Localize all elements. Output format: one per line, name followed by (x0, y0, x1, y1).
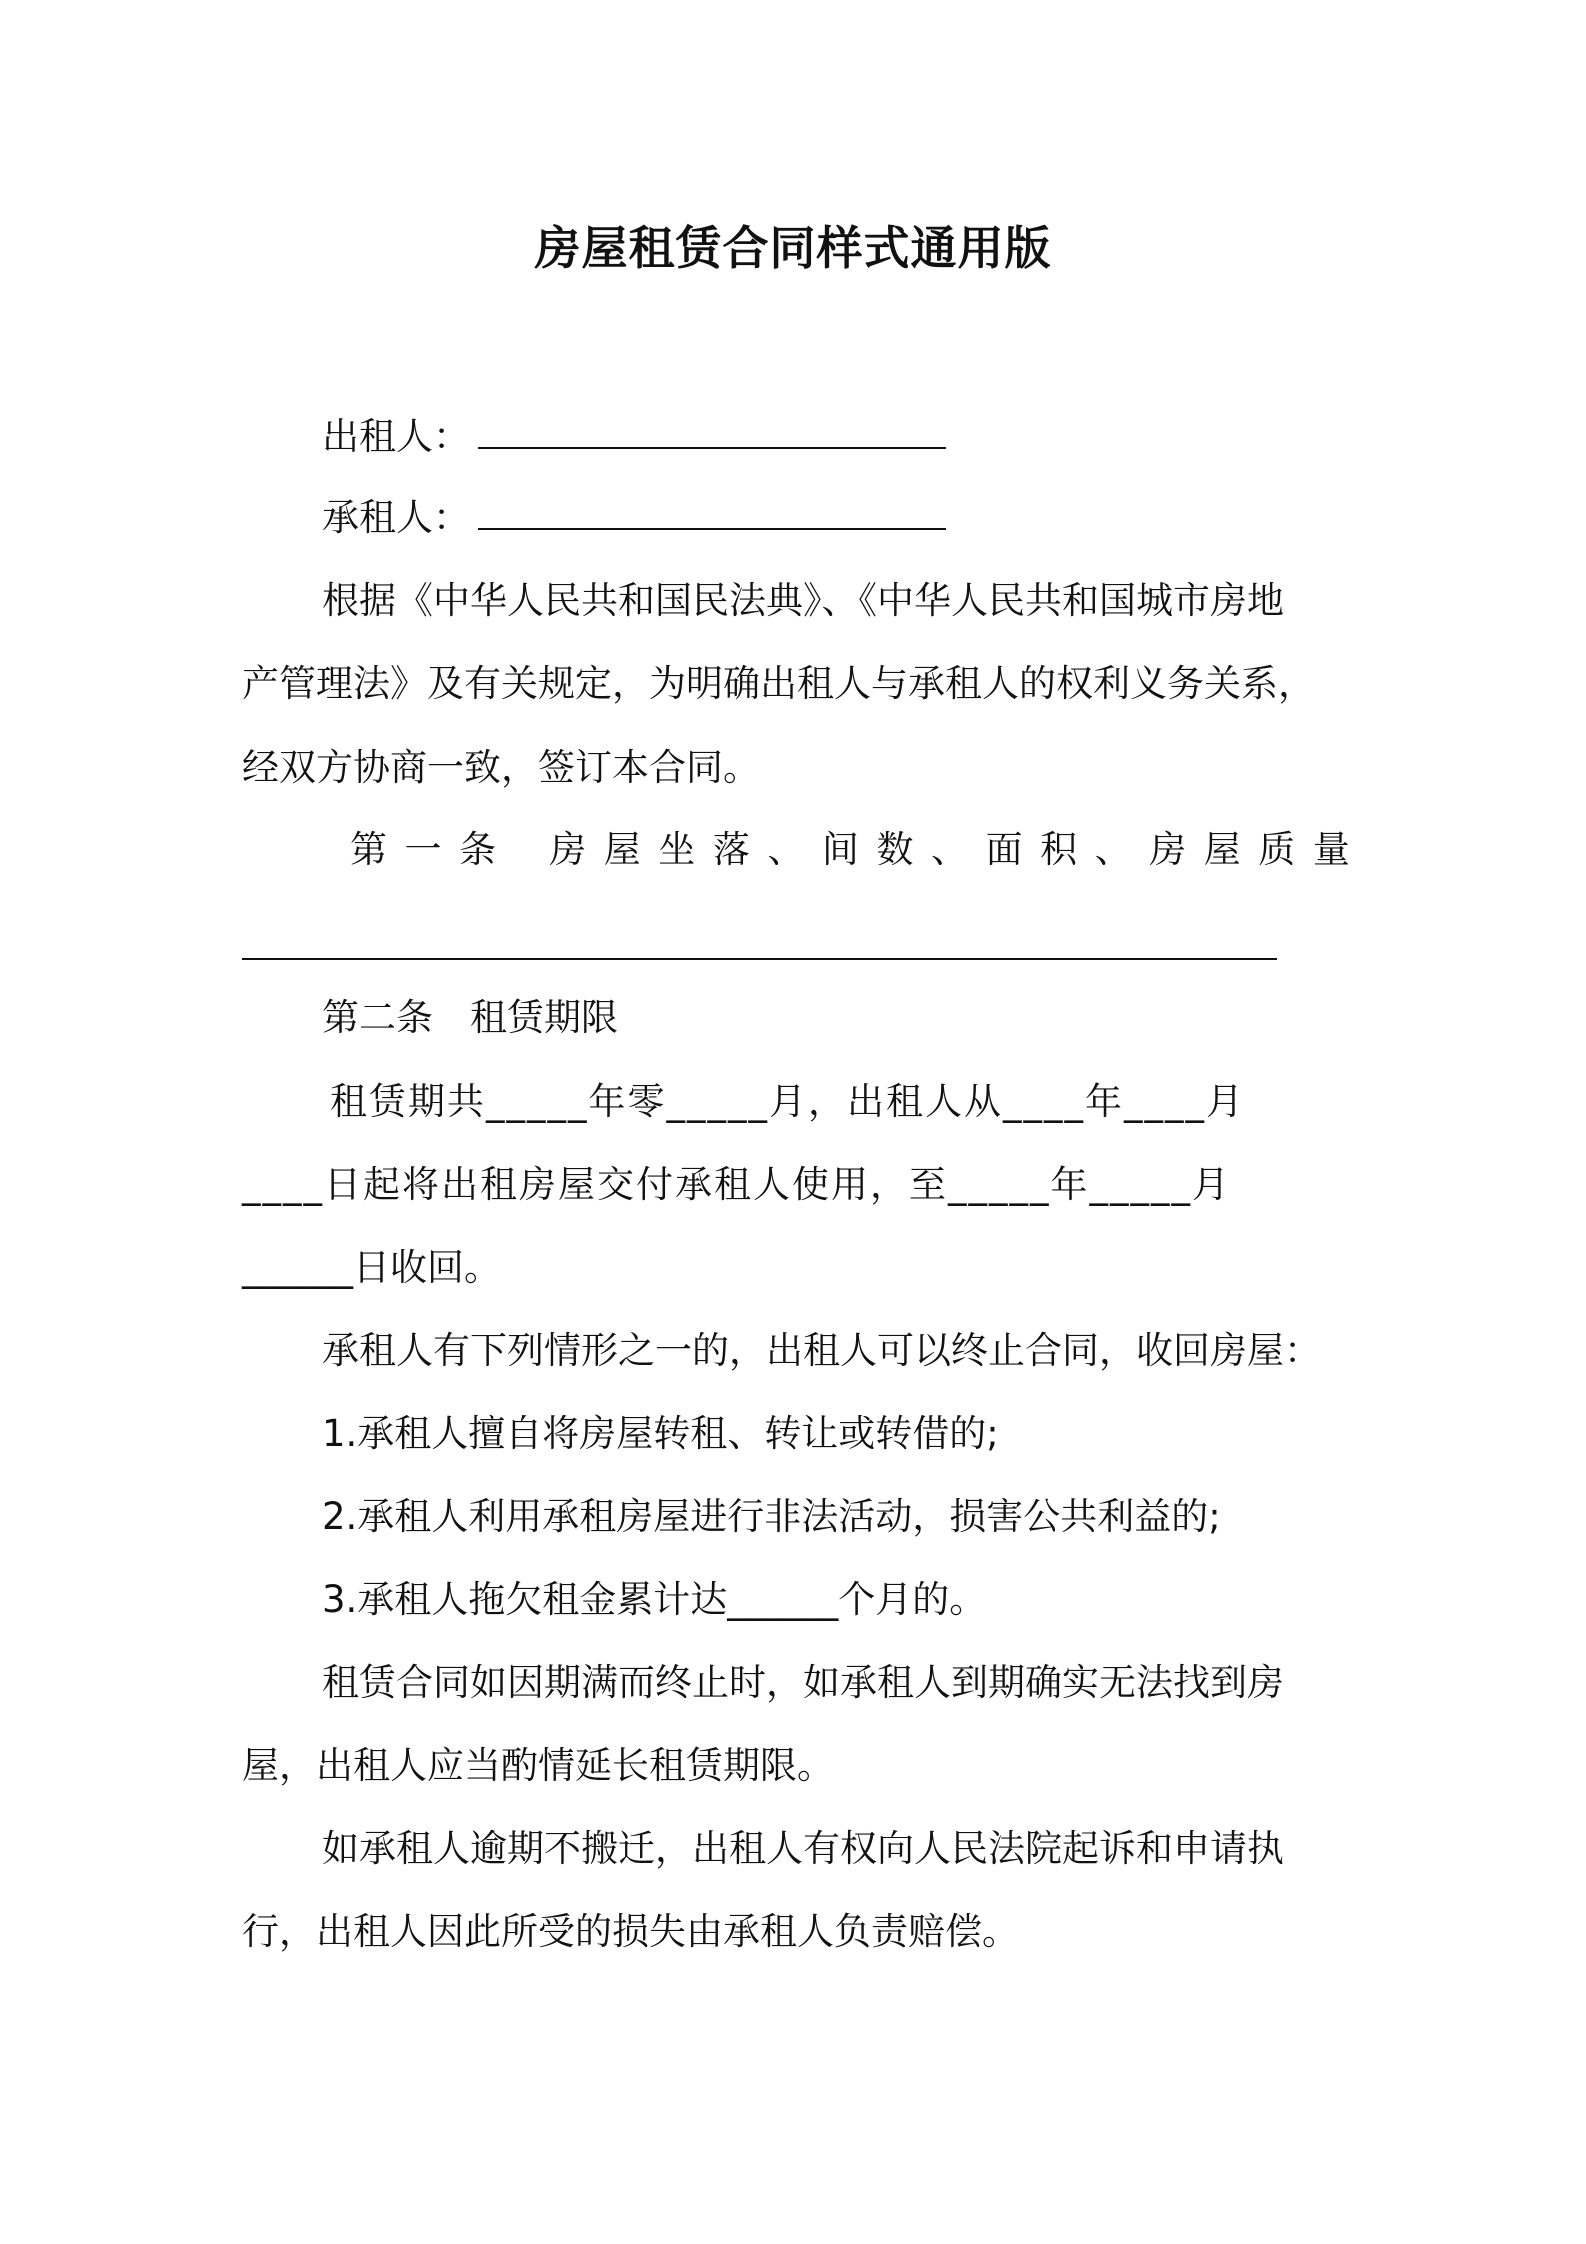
article-2-line-1: 租赁期共_____年零_____月，出租人从____年____月 (330, 1080, 1245, 1123)
lessor-label: 出租人： (322, 415, 470, 458)
termination-item-2: 2.承租人利用承租房屋进行非法活动，损害公共利益的; (322, 1495, 1221, 1538)
article-2-line-2: ____日起将出租房屋交付承租人使用，至_____年_____月 (242, 1163, 1231, 1206)
intro-line-3: 经双方协商一致，签订本合同。 (242, 746, 760, 789)
lessee-line (322, 493, 946, 543)
termination-item-3: 3.承租人拖欠租金累计达______个月的。 (322, 1578, 987, 1621)
extension-line-2: 屋，出租人应当酌情延长租赁期限。 (242, 1744, 834, 1787)
overdue-line-2: 行，出租人因此所受的损失由承租人负责赔偿。 (242, 1910, 1019, 1953)
article-2-heading: 第二条 租赁期限 (322, 996, 618, 1039)
extension-line-1: 租赁合同如因期满而终止时，如承租人到期确实无法找到房 (322, 1661, 1284, 1704)
article-1-heading: 第 一 条 房 屋 坐 落 、 间 数 、 面 积 、 房 屋 质 量 (350, 828, 1350, 871)
lessee-label: 承租人： (322, 496, 470, 539)
article-2-line-3: ______日收回。 (242, 1246, 501, 1289)
intro-line-2: 产管理法》及有关规定，为明确出租人与承租人的权利义务关系， (242, 662, 1315, 705)
termination-item-1: 1.承租人擅自将房屋转租、转让或转借的; (322, 1412, 999, 1455)
document-title: 房屋租赁合同样式通用版 (534, 221, 1052, 275)
lessee-blank (478, 528, 946, 530)
lessor-line (322, 412, 946, 462)
overdue-line-1: 如承租人逾期不搬迁，出租人有权向人民法院起诉和申请执 (322, 1827, 1284, 1870)
article-1-blank (242, 958, 1277, 960)
intro-line-1: 根据《中华人民共和国民法典》、《中华人民共和国城市房地 (322, 579, 1284, 622)
termination-intro: 承租人有下列情形之一的，出租人可以终止合同，收回房屋： (322, 1329, 1321, 1372)
lessor-blank (478, 447, 946, 449)
